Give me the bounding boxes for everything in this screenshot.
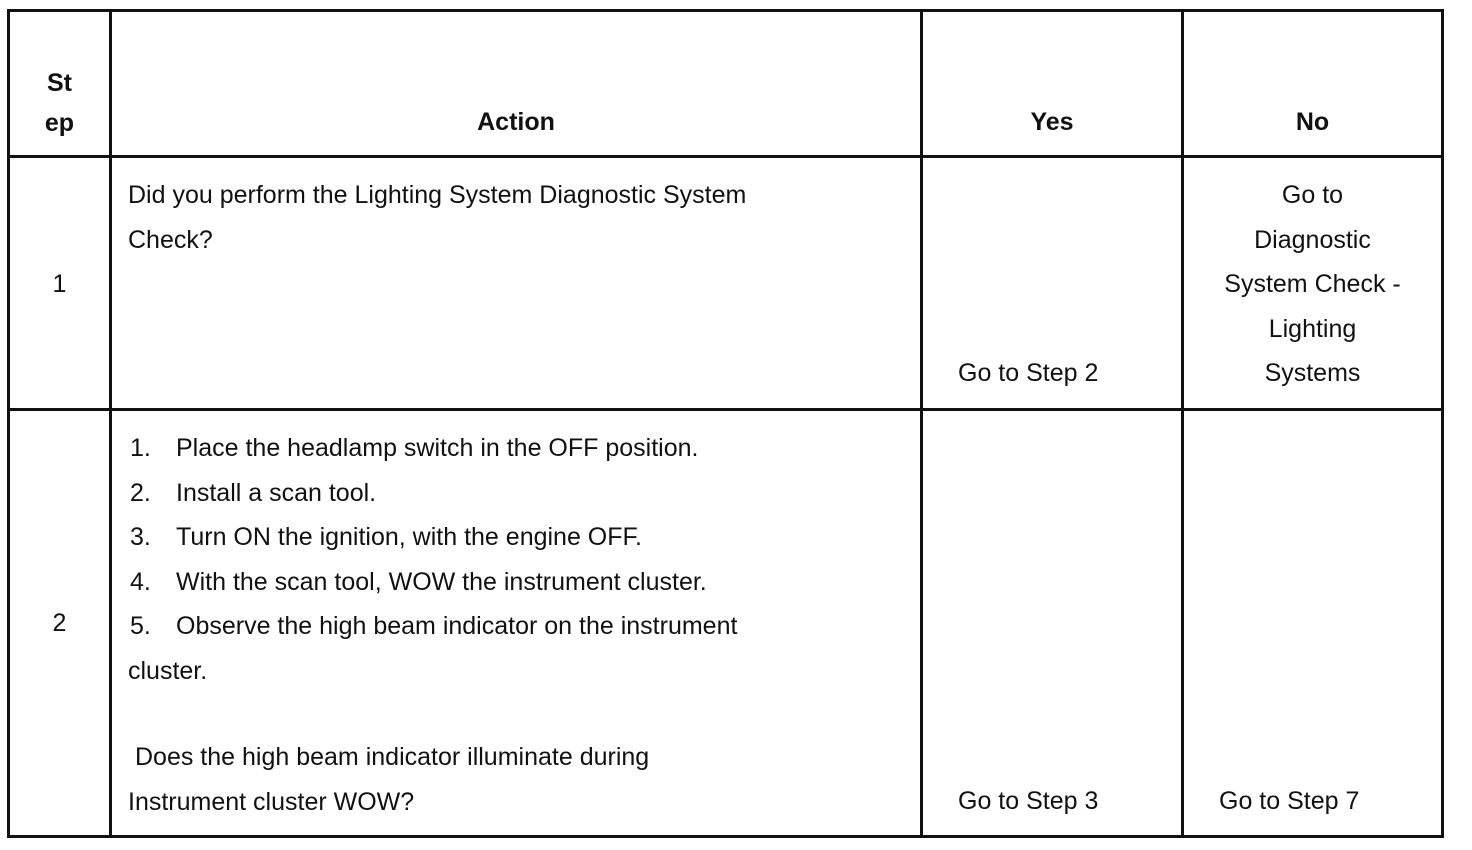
list-item-number: 2. xyxy=(130,478,151,507)
list-item-text: Observe the high beam indicator on the instrument xyxy=(176,612,738,640)
header-yes: Yes xyxy=(1030,108,1074,136)
row-divider xyxy=(7,408,1444,411)
table-border-top xyxy=(7,9,1444,12)
list-item xyxy=(128,471,918,516)
yes-result: Go to Step 3 xyxy=(958,787,1099,815)
list-item-text: With the scan tool, WOW the instrument cluster. xyxy=(176,567,707,596)
list-item xyxy=(128,604,918,649)
no-result: Go to Step 7 xyxy=(1219,787,1360,815)
header-divider xyxy=(7,155,1444,158)
diagnostic-table xyxy=(7,9,1444,838)
list-item-continuation: cluster. xyxy=(128,656,208,685)
step-number: 1 xyxy=(52,270,67,298)
list-item xyxy=(128,426,918,471)
question-line: Instrument cluster WOW? xyxy=(128,787,415,816)
list-item-text: Install a scan tool. xyxy=(176,478,377,507)
table-border-right xyxy=(1441,9,1444,838)
list-item-number: 5. xyxy=(130,612,151,640)
header-step-line2: ep xyxy=(44,109,75,137)
question-line: Does the high beam indicator illuminate during xyxy=(135,743,650,771)
header-no: No xyxy=(1295,108,1330,136)
no-result xyxy=(1184,173,1441,396)
no-result-line: Go to xyxy=(1281,181,1344,209)
action-line: Did you perform the Lighting System Diagnostic System xyxy=(128,181,747,209)
list-item xyxy=(128,560,918,605)
header-step-line1: St xyxy=(47,69,72,97)
list-item-number: 1. xyxy=(130,434,151,462)
action-line: Check? xyxy=(128,225,213,254)
list-item-number: 3. xyxy=(130,523,151,551)
step-number: 2 xyxy=(52,609,67,637)
list-item xyxy=(128,515,918,560)
list-item-text: Place the headlamp switch in the OFF position. xyxy=(176,434,699,462)
header-step xyxy=(10,63,109,143)
procedure-list xyxy=(128,426,918,649)
action-text xyxy=(128,426,918,824)
header-action: Action xyxy=(477,108,555,136)
action-text xyxy=(128,173,918,262)
no-result-line: System Check - xyxy=(1224,270,1401,298)
no-result-line: Diagnostic xyxy=(1254,225,1371,254)
yes-result: Go to Step 2 xyxy=(958,359,1099,387)
list-item-number: 4. xyxy=(130,567,151,596)
no-result-line: Lighting xyxy=(1268,314,1357,343)
no-result-line: Systems xyxy=(1264,359,1361,387)
table-border-bottom xyxy=(7,835,1444,838)
list-item-text: Turn ON the ignition, with the engine OFF. xyxy=(176,523,642,551)
